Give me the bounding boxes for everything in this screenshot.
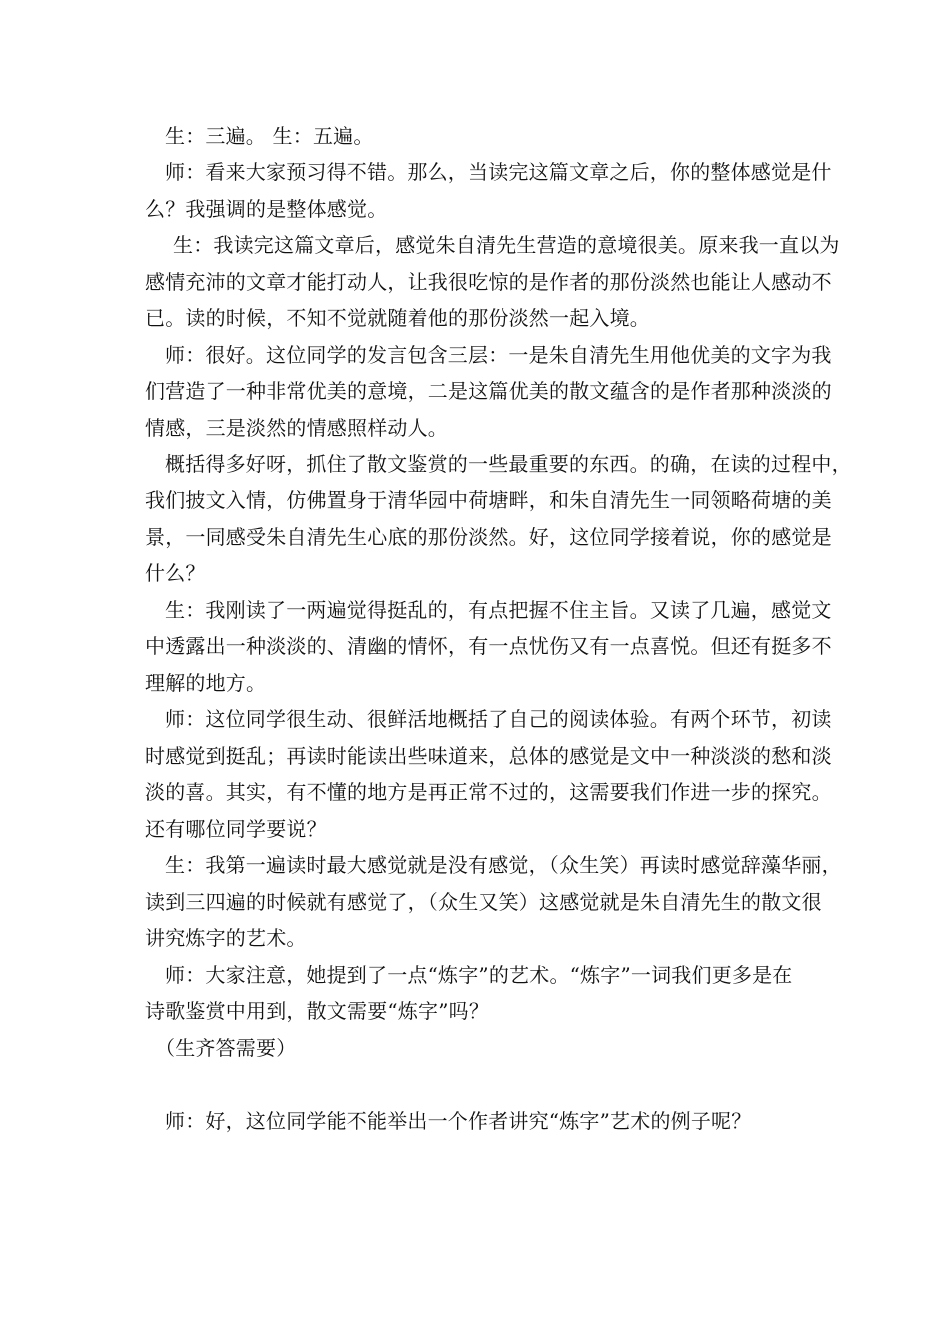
text-line-26: （生齐答需要）: [155, 1036, 297, 1060]
text-line-20: 还有哪位同学要说？: [145, 817, 327, 841]
text-line-16: 理解的地方。: [145, 671, 267, 695]
text-line-3: 么？我强调的是整体感觉。: [145, 197, 388, 221]
text-line-27: 师：好，这位同学能不能举出一个作者讲究“炼字”艺术的例子呢？: [165, 1109, 752, 1133]
text-line-14: 生：我刚读了一两遍觉得挺乱的，有点把握不住主旨。又读了几遍，感觉文: [165, 598, 832, 622]
text-line-22: 读到三四遍的时候就有感觉了，（众生又笑）这感觉就是朱自清先生的散文很: [145, 890, 822, 914]
text-line-23: 讲究炼字的艺术。: [145, 926, 307, 950]
text-line-10: 概括得多好呀，抓住了散文鉴赏的一些最重要的东西。的确，在读的过程中，: [165, 452, 852, 476]
text-line-24: 师：大家注意，她提到了一点“炼字”的艺术。“炼字”一词我们更多是在: [165, 963, 793, 987]
text-line-9: 情感，三是淡然的情感照样动人。: [145, 416, 448, 440]
text-line-5: 感情充沛的文章才能打动人，让我很吃惊的是作者的那份淡然也能让人感动不: [145, 270, 832, 294]
text-line-19: 淡的喜。其实，有不懂的地方是再正常不过的，这需要我们作进一步的探究。: [145, 780, 832, 804]
text-line-17: 师：这位同学很生动、很鲜活地概括了自己的阅读体验。有两个环节，初读: [165, 707, 832, 731]
text-line-11: 我们披文入情，仿佛置身于清华园中荷塘畔，和朱自清先生一同领略荷塘的美: [145, 488, 832, 512]
text-line-21: 生：我第一遍读时最大感觉就是没有感觉，（众生笑）再读时感觉辞藻华丽，: [165, 853, 842, 877]
text-line-7: 师：很好。这位同学的发言包含三层：一是朱自清先生用他优美的文字为我: [165, 343, 832, 367]
text-line-25: 诗歌鉴赏中用到，散文需要“炼字”吗？: [145, 999, 490, 1023]
text-line-12: 景，一同感受朱自清先生心底的那份淡然。好，这位同学接着说，你的感觉是: [145, 525, 832, 549]
text-line-13: 什么？: [145, 561, 206, 585]
text-line-1: 生：三遍。 生：五遍。: [165, 124, 374, 148]
text-line-18: 时感觉到挺乱；再读时能读出些味道来，总体的感觉是文中一种淡淡的愁和淡: [145, 744, 832, 768]
text-line-4: 生：我读完这篇文章后，感觉朱自清先生营造的意境很美。原来我一直以为: [173, 233, 840, 257]
text-line-8: 们营造了一种非常优美的意境，二是这篇优美的散文蕴含的是作者那种淡淡的: [145, 379, 832, 403]
text-line-2: 师：看来大家预习得不错。那么，当读完这篇文章之后，你的整体感觉是什: [165, 160, 832, 184]
text-line-6: 已。读的时候，不知不觉就随着他的那份淡然一起入境。: [145, 306, 650, 330]
text-line-15: 中透露出一种淡淡的、清幽的情怀，有一点忧伤又有一点喜悦。但还有挺多不: [145, 634, 832, 658]
